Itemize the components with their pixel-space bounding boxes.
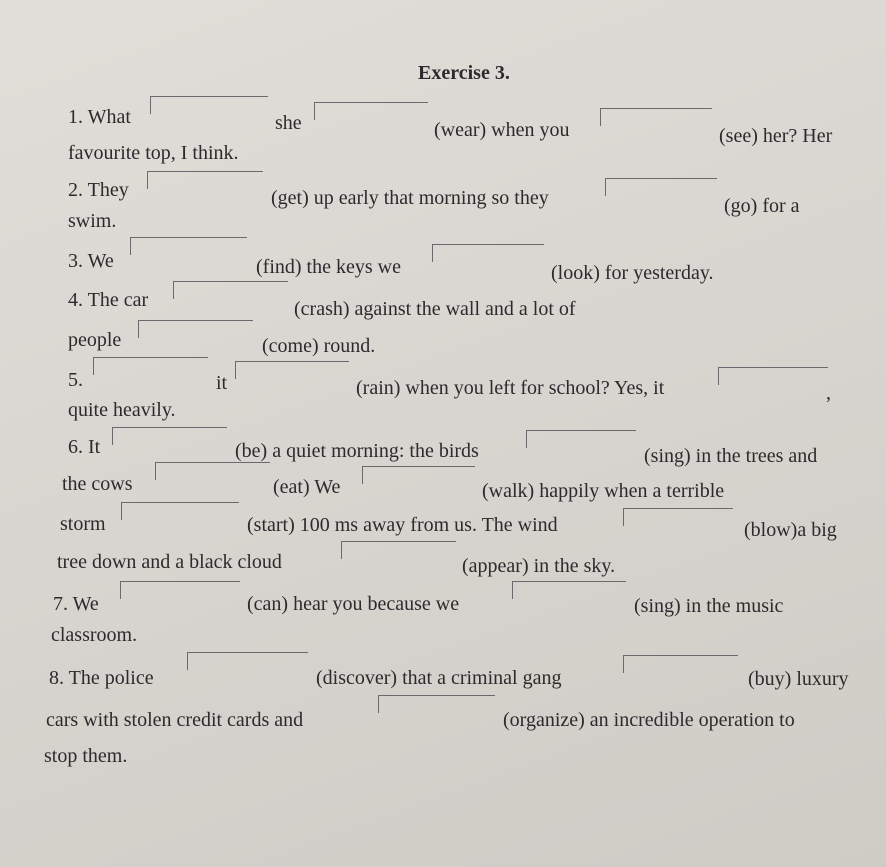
sentence-fragment-l7d: classroom. xyxy=(51,624,138,646)
answer-blank-b1-3[interactable] xyxy=(600,108,712,126)
sentence-fragment-l6a: 6. It xyxy=(68,436,101,458)
answer-blank-b1-1[interactable] xyxy=(150,96,268,114)
answer-blank-b6-6[interactable] xyxy=(623,508,733,526)
answer-blank-b7-2[interactable] xyxy=(512,581,626,599)
sentence-fragment-l3c: (look) for yesterday. xyxy=(551,262,714,284)
sentence-fragment-l4d: (come) round. xyxy=(262,335,376,357)
sentence-fragment-l1b: she xyxy=(275,112,302,134)
sentence-fragment-l6d: the cows xyxy=(62,473,133,495)
answer-blank-b6-5[interactable] xyxy=(121,502,239,520)
sentence-fragment-l6f: (walk) happily when a terrible xyxy=(482,480,725,502)
sentence-fragment-l8e: (organize) an incredible operation to xyxy=(503,709,795,731)
sentence-fragment-l6c: (sing) in the trees and xyxy=(644,445,818,467)
sentence-fragment-l3a: 3. We xyxy=(68,250,114,272)
sentence-fragment-l5d: , xyxy=(826,382,831,404)
answer-blank-b4-2[interactable] xyxy=(138,320,253,338)
sentence-fragment-l4b: (crash) against the wall and a lot of xyxy=(294,298,576,320)
sentence-fragment-l2d: swim. xyxy=(68,210,117,232)
exercise-title: Exercise 3. xyxy=(418,62,510,84)
sentence-fragment-l1a: 1. What xyxy=(68,106,131,128)
answer-blank-b6-4[interactable] xyxy=(362,466,475,484)
sentence-fragment-l6g: storm xyxy=(60,513,106,535)
answer-blank-b2-1[interactable] xyxy=(147,171,263,189)
sentence-fragment-l3b: (find) the keys we xyxy=(256,256,401,278)
sentence-fragment-l1e: favourite top, I think. xyxy=(68,142,239,164)
answer-blank-b6-1[interactable] xyxy=(112,427,227,445)
sentence-fragment-l2a: 2. They xyxy=(68,179,129,201)
sentence-fragment-l1c: (wear) when you xyxy=(434,119,570,141)
answer-blank-b7-1[interactable] xyxy=(120,581,240,599)
answer-blank-b5-1[interactable] xyxy=(93,357,208,375)
answer-blank-b1-2[interactable] xyxy=(314,102,428,120)
sentence-fragment-l8a: 8. The police xyxy=(49,667,154,689)
sentence-fragment-l4a: 4. The car xyxy=(68,289,149,311)
sentence-fragment-l5a: 5. xyxy=(68,369,83,391)
sentence-fragment-l5b: it xyxy=(216,372,228,394)
sentence-fragment-l6j: tree down and a black cloud xyxy=(57,551,282,573)
sentence-fragment-l8f: stop them. xyxy=(44,745,128,767)
sentence-fragment-l6k: (appear) in the sky. xyxy=(462,555,616,577)
answer-blank-b6-7[interactable] xyxy=(341,541,456,559)
answer-blank-b8-2[interactable] xyxy=(623,655,738,673)
sentence-fragment-l5c: (rain) when you left for school? Yes, it xyxy=(356,377,665,399)
answer-blank-b4-1[interactable] xyxy=(173,281,288,299)
sentence-fragment-l6b: (be) a quiet morning: the birds xyxy=(235,440,479,462)
answer-blank-b8-3[interactable] xyxy=(378,695,495,713)
answer-blank-b2-2[interactable] xyxy=(605,178,717,196)
answer-blank-b3-2[interactable] xyxy=(432,244,544,262)
answer-blank-b5-2[interactable] xyxy=(235,361,349,379)
sentence-fragment-l2c: (go) for a xyxy=(724,195,800,217)
sentence-fragment-l8c: (buy) luxury xyxy=(748,668,849,690)
sentence-fragment-l4c: people xyxy=(68,329,122,351)
answer-blank-b6-3[interactable] xyxy=(155,462,270,480)
sentence-fragment-l1d: (see) her? Her xyxy=(719,125,833,147)
sentence-fragment-l7a: 7. We xyxy=(53,593,99,615)
answer-blank-b8-1[interactable] xyxy=(187,652,308,670)
sentence-fragment-l7c: (sing) in the music xyxy=(634,595,784,617)
sentence-fragment-l8b: (discover) that a criminal gang xyxy=(316,667,562,689)
sentence-fragment-l6i: (blow)a big xyxy=(744,519,837,541)
answer-blank-b5-3[interactable] xyxy=(718,367,828,385)
sentence-fragment-l7b: (can) hear you because we xyxy=(247,593,460,615)
sentence-fragment-l8d: cars with stolen credit cards and xyxy=(46,709,304,731)
sentence-fragment-l6e: (eat) We xyxy=(273,476,341,498)
sentence-fragment-l5e: quite heavily. xyxy=(68,399,176,421)
answer-blank-b6-2[interactable] xyxy=(526,430,636,448)
sentence-fragment-l6h: (start) 100 ms away from us. The wind xyxy=(247,514,558,536)
answer-blank-b3-1[interactable] xyxy=(130,237,247,255)
sentence-fragment-l2b: (get) up early that morning so they xyxy=(271,187,549,209)
